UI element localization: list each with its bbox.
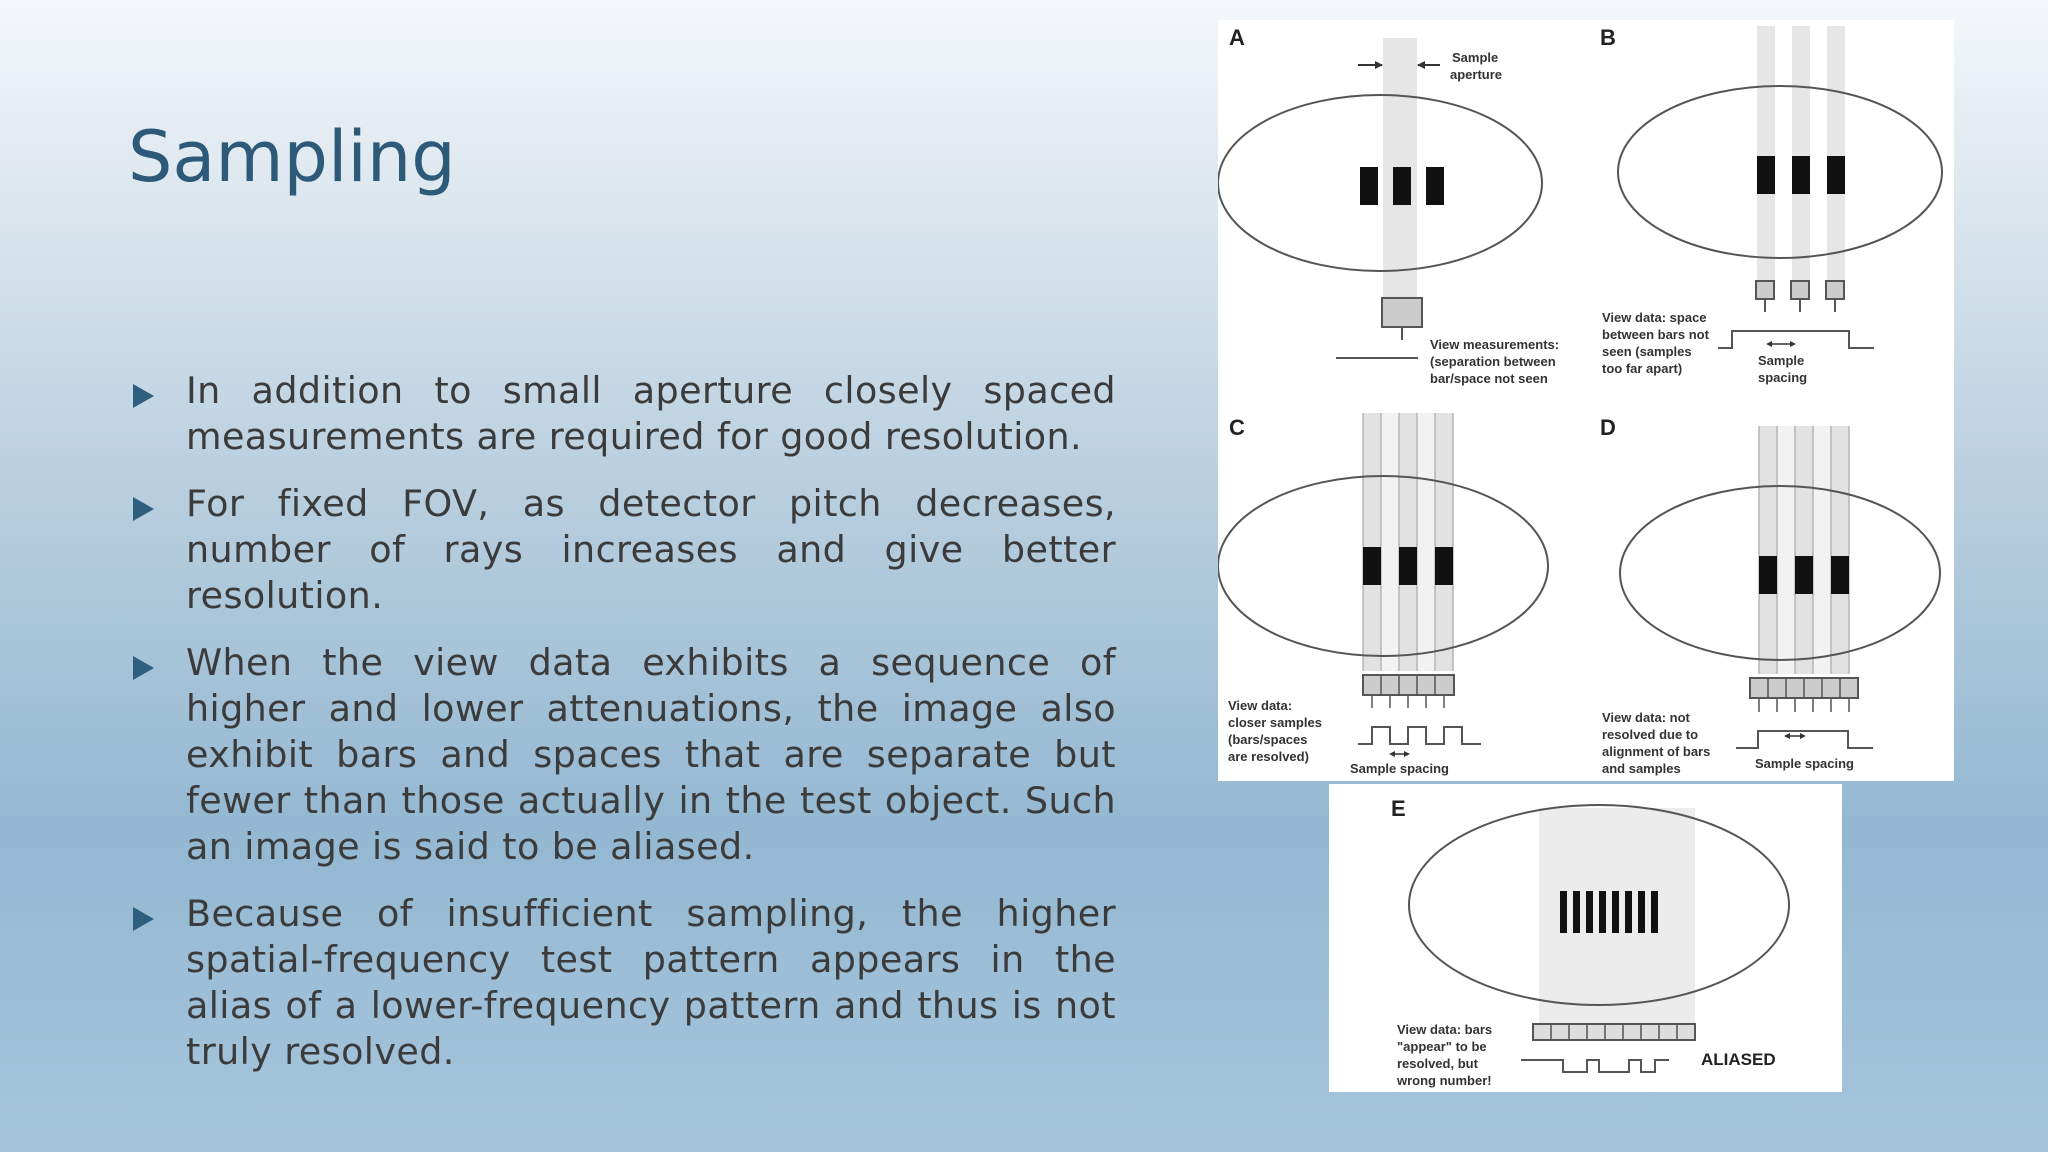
- panel-a: [1218, 25, 1559, 386]
- panel-a-caption: bar/space not seen: [1430, 371, 1548, 386]
- bullet-text: When the view data exhibits a sequence of higher and lower attenuations, the image also exhibit bars and spaces that are separate but fewer than those actually in the test object. Such an image is said to be aliased.: [186, 641, 1116, 868]
- panel-a-caption: (separation between: [1430, 354, 1556, 369]
- panel-c-caption: closer samples: [1228, 715, 1322, 730]
- sample-aperture-label: Sample: [1452, 50, 1499, 65]
- panel-c-letter: C: [1229, 415, 1245, 440]
- sample-spacing-label: Sample: [1758, 353, 1805, 368]
- panel-b-caption: seen (samples: [1602, 344, 1692, 359]
- sample-spacing-label: Sample spacing: [1350, 761, 1449, 776]
- slide-title: Sampling: [128, 116, 456, 198]
- panel-d-caption: View data: not: [1602, 710, 1690, 725]
- panel-e-caption: wrong number!: [1397, 1073, 1492, 1088]
- panel-d-caption: and samples: [1602, 761, 1681, 776]
- bullet-item: [128, 891, 1116, 1075]
- panel-d-letter: D: [1600, 415, 1616, 440]
- sample-spacing-label: Sample spacing: [1755, 756, 1854, 771]
- panel-b-letter: B: [1600, 25, 1616, 50]
- triangle-bullet-icon: [133, 497, 154, 521]
- bullet-item: [128, 640, 1116, 870]
- panel-b-caption: between bars not: [1602, 327, 1709, 342]
- sample-spacing-label: spacing: [1758, 370, 1808, 385]
- panel-e: [1391, 796, 1789, 1088]
- panel-e-caption: "appear" to be: [1397, 1039, 1487, 1054]
- panel-c-caption: are resolved): [1228, 749, 1309, 764]
- triangle-bullet-icon: [133, 907, 154, 931]
- sampling-figure-panels-a-d: [1218, 20, 1954, 781]
- panel-d-caption: alignment of bars: [1602, 744, 1711, 759]
- panel-c-caption: View data:: [1228, 698, 1293, 713]
- panel-a-letter: A: [1229, 25, 1245, 50]
- panel-c-caption: (bars/spaces: [1228, 732, 1308, 747]
- panel-b-caption: too far apart): [1602, 361, 1683, 376]
- aliased-label: ALIASED: [1701, 1050, 1776, 1069]
- panel-e-letter: E: [1391, 796, 1406, 821]
- bullet-text: In addition to small aperture closely spaced measurements are required for good resolution.: [186, 369, 1116, 458]
- panel-d-caption: resolved due to: [1602, 727, 1699, 742]
- bullet-text: For fixed FOV, as detector pitch decreases, number of rays increases and give better resolution.: [186, 482, 1116, 617]
- sample-aperture-label: aperture: [1450, 67, 1503, 82]
- panel-e-caption: resolved, but: [1397, 1056, 1478, 1071]
- bullet-text: Because of insufficient sampling, the higher spatial-frequency test pattern appears in the alias of a lower-frequency pattern and thus is not truly resolved.: [186, 892, 1116, 1073]
- bullet-list: [128, 368, 1116, 1096]
- panel-a-caption: View measurements:: [1430, 337, 1560, 352]
- panel-b-caption: View data: space: [1602, 310, 1707, 325]
- panel-c: [1218, 413, 1548, 776]
- bullet-item: [128, 481, 1116, 619]
- sampling-figure-panel-e: [1329, 784, 1842, 1092]
- bullet-item: [128, 368, 1116, 460]
- triangle-bullet-icon: [133, 384, 154, 408]
- panel-b: [1600, 25, 1942, 385]
- panel-e-caption: View data: bars: [1397, 1022, 1493, 1037]
- triangle-bullet-icon: [133, 656, 154, 680]
- panel-d: [1600, 415, 1940, 776]
